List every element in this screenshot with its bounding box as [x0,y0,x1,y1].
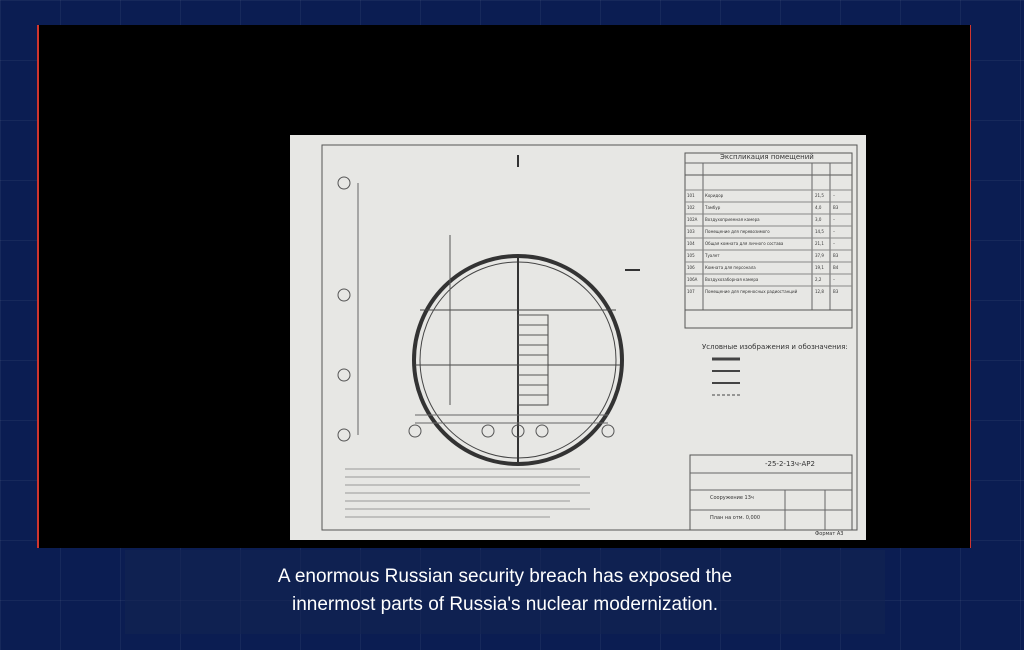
table-cell-cat: В3 [833,205,839,210]
legend-title: Условные изображения и обозначения: [702,343,848,351]
table-cell-area: 37,9 [815,253,824,258]
table-cell-name: Общая комната для личного состава [705,241,784,246]
table-cell-area: 21,1 [815,241,824,246]
table-cell-area: 19,1 [815,265,824,270]
table-cell-area: 3,0 [815,217,822,222]
table-cell-num: 101 [687,193,695,198]
table-cell-name: Комната для персонала [705,265,756,270]
table-row [685,226,852,238]
table-row [685,214,852,226]
stamp-name: Сооружение 13ч [710,495,754,501]
table-cell-name: Помещение для переносных радиостанций [705,289,798,294]
table-cell-area: 2,2 [815,277,822,282]
table-cell-name: Коридор [705,193,724,198]
table-row [685,286,852,298]
table-cell-cat: – [833,277,835,282]
table-cell-num: 106 [687,265,695,270]
table-cell-num: 102 [687,205,695,210]
table-cell-area: 21,5 [815,193,824,198]
table-cell-name: Воздухоприемная камера [705,217,760,222]
table-row [685,274,852,286]
table-cell-name: Воздухозаборная камера [705,277,759,282]
table-cell-num: 102А [687,217,698,222]
table-cell-cat: – [833,241,835,246]
table-cell-num: 105 [687,253,695,258]
table-row [685,202,852,214]
table-cell-cat: – [833,193,835,198]
table-cell-num: 104 [687,241,695,246]
caption-line-1: A enormous Russian security breach has exposed the [277,566,733,587]
table-row [685,238,852,250]
table-cell-name: Помещение для перевозимого [705,229,770,234]
table-cell-num: 103 [687,229,695,234]
format-label: Формат А3 [815,531,844,537]
table-cell-area: 12,8 [815,289,824,294]
table-row [685,262,852,274]
stamp-plan: План на отм. 0,000 [710,515,761,521]
table-cell-area: 14,5 [815,229,824,234]
table-cell-area: 4,0 [815,205,822,210]
stamp-code: -25-2-13ч-АР2 [765,460,815,468]
blueprint-image [290,135,866,540]
caption-line-2: innermost parts of Russia's nuclear modernization. [291,594,719,615]
table-cell-cat: В3 [833,289,839,294]
table-cell-num: 107 [687,289,695,294]
table-row [685,190,852,202]
table-cell-num: 106А [687,277,698,282]
table-cell-cat: В3 [833,253,839,258]
table-row [685,250,852,262]
table-title: Экспликация помещений [720,153,814,161]
table-cell-name: Тамбур [705,205,721,210]
explication-table [685,190,852,298]
video-caption [125,563,885,619]
table-cell-cat: – [833,217,835,222]
table-cell-cat: В4 [833,265,839,270]
table-cell-cat: – [833,229,835,234]
table-cell-name: Туалет [705,253,720,258]
